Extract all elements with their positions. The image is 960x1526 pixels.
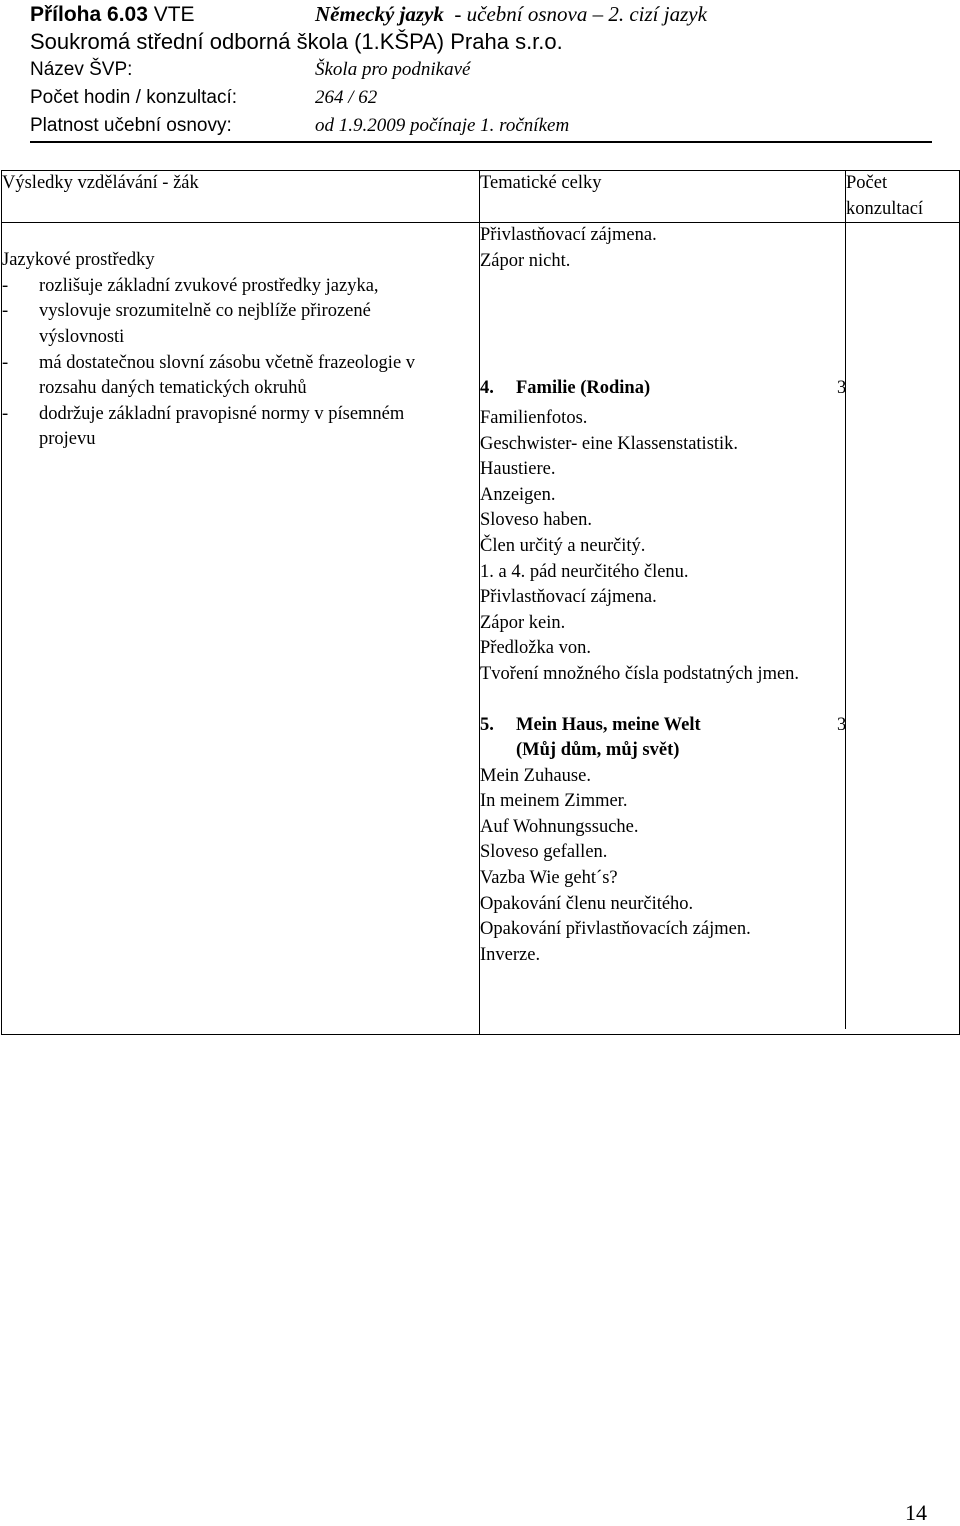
attachment-label: Příloha 6.03 — [30, 3, 148, 26]
topic-line: Přivlastňovací zájmena. — [480, 225, 657, 246]
topic-line: Opakování členu neurčitého. — [480, 893, 694, 914]
outcomes-heading: Jazykové prostředky — [2, 250, 155, 271]
theme-5-title: 5. Mein Haus, meine Welt — [480, 714, 701, 735]
theme-5-subtitle: (Můj dům, můj svět) — [516, 740, 680, 761]
subject-name: Německý jazyk — [315, 2, 444, 26]
subject-description: - učební osnova – 2. cizí jazyk — [443, 2, 707, 26]
topic-line: Předložka von. — [480, 638, 591, 659]
topic-line: Zápor nicht. — [480, 250, 571, 271]
col-header-count-line2: konzultací — [846, 198, 924, 219]
table-header-row — [2, 171, 960, 223]
outcome-item: - vyslovuje srozumitelně co nejblíže přirozené výslovnosti — [2, 299, 459, 350]
topic-line: Přivlastňovací zájmena. — [480, 587, 657, 608]
school-name: Soukromá střední odborná škola (1.KŠPA) Praha s.r.o. — [30, 29, 563, 54]
topic-line: Člen určitý a neurčitý. — [480, 535, 646, 556]
topics-cell — [480, 223, 960, 1035]
col-header-count — [846, 171, 960, 223]
hours-value: 264 / 62 — [315, 87, 378, 108]
theme-4-count: 3 — [837, 378, 847, 399]
topic-line: Zápor kein. — [480, 612, 566, 633]
topic-line: Anzeigen. — [480, 484, 556, 505]
outcome-item: - rozlišuje základní zvukové prostředky jazyka, — [2, 274, 459, 300]
document-header — [30, 0, 935, 140]
header-divider — [30, 141, 932, 143]
table-body-row — [2, 223, 960, 1035]
theme-4-block — [480, 376, 946, 687]
validity-label: Platnost učební osnovy: — [30, 115, 232, 136]
col-header-outcomes: Výsledky vzdělávání - žák — [2, 171, 480, 223]
theme-5-count: 3 — [837, 714, 847, 735]
theme-5-block — [480, 713, 946, 969]
topic-line: Mein Zuhause. — [480, 765, 591, 786]
topic-line: Opakování přivlastňovacích zájmen. — [480, 919, 751, 940]
outcomes-cell — [2, 223, 480, 1035]
theme-4-title: 4. Familie (Rodina) — [480, 378, 651, 399]
header-line-hours — [30, 84, 935, 112]
svp-value: Škola pro podnikavé — [315, 59, 471, 80]
header-line-1 — [30, 0, 935, 28]
topic-line: Auf Wohnungssuche. — [480, 816, 639, 837]
topic-line: 1. a 4. pád neurčitého členu. — [480, 561, 689, 582]
topic-line: In meinem Zimmer. — [480, 791, 628, 812]
topic-line: Sloveso haben. — [480, 510, 593, 531]
topic-line: Familienfotos. — [480, 407, 588, 428]
topic-line: Inverze. — [480, 944, 541, 965]
validity-value: od 1.9.2009 počínaje 1. ročníkem — [315, 115, 570, 136]
col-header-topics: Tematické celky — [480, 171, 846, 223]
hours-label: Počet hodin / konzultací: — [30, 87, 238, 108]
topic-line: Geschwister- eine Klassenstatistik. — [480, 433, 739, 454]
outcome-item: - má dostatečnou slovní zásobu včetně frazeologie v rozsahu daných tematických okruhů — [2, 351, 459, 402]
attachment-suffix: VTE — [147, 3, 195, 26]
topic-line: Haustiere. — [480, 459, 556, 480]
page-number: 14 — [905, 1500, 927, 1525]
col-header-count-line1: Počet — [846, 173, 888, 193]
outcomes-list — [2, 274, 479, 453]
outcome-item: - dodržuje základní pravopisné normy v písemném projevu — [2, 402, 459, 453]
header-line-svp — [30, 56, 935, 84]
header-line-validity — [30, 112, 935, 140]
count-column-divider — [845, 219, 846, 1029]
topic-line: Tvoření množného čísla podstatných jmen. — [480, 663, 800, 684]
topic-line: Vazba Wie geht´s? — [480, 868, 618, 889]
topic-line: Sloveso gefallen. — [480, 842, 608, 863]
curriculum-table — [1, 170, 960, 1035]
svp-label: Název ŠVP: — [30, 59, 133, 80]
